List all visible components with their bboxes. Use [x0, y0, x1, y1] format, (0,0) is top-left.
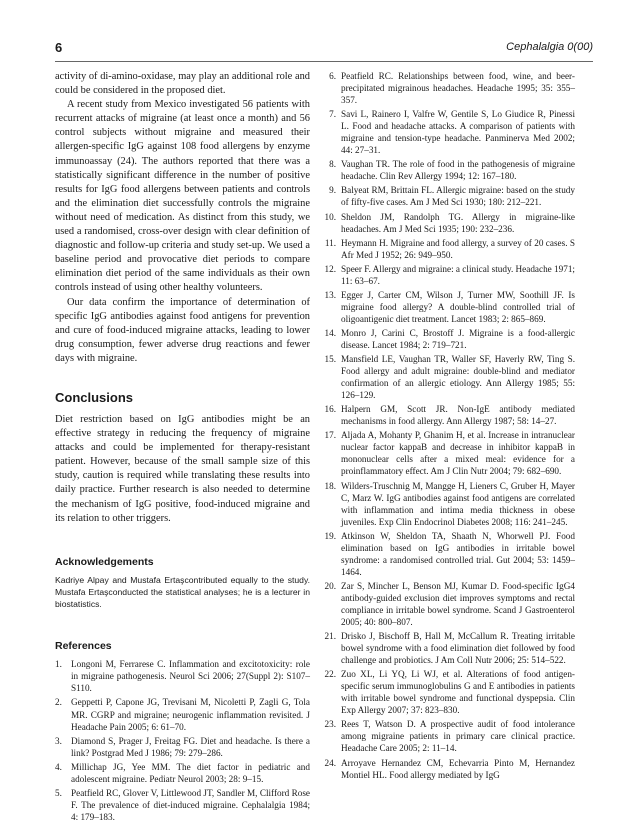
reference-item: [322, 237, 575, 261]
conclusions-paragraph: Diet restriction based on IgG antibodies might be an effective strategy in reducing the frequency of migraine attacks and could be implemented for therapy-resistant patient. However, because of the small sample size of this study, caution is required while translating these results into daily practice. Further research is also needed to determine the mechanism of IgG positive, food-induced migraine and its relation to other triggers.: [55, 413, 310, 524]
reference-item: [322, 668, 575, 716]
journal-issue: Cephalalgia 0(00): [506, 41, 593, 53]
reference-item: [55, 761, 310, 785]
reference-item: [322, 630, 575, 666]
reference-text: Drisko J, Bischoff B, Hall M, McCallum R. Treating irritable bowel syndrome with a food elimination diet followed by food challenge and probiotics. J Am Coll Nutr 2006; 25: 514–522.: [341, 631, 575, 666]
reference-text: Zuo XL, Li YQ, Li WJ, et al. Alterations of food antigen-specific serum immunoglobulins G and E antibodies in patients with irritable bowel syndrome and functional dyspepsia. Clin Exp Allergy 2007; 37: 823–830.: [341, 669, 575, 716]
reference-item: [322, 757, 575, 781]
reference-text: Rees T, Watson D. A prospective audit of food intolerance among migraine patients in primary care clinical practice. Headache Care 2005; 2: 11–14.: [341, 719, 575, 754]
reference-item: [322, 108, 575, 156]
reference-text: Balyeat RM, Brittain FL. Allergic migraine: based on the study of fifty-five cases. Am J Med Sci 1930; 180: 212–221.: [341, 185, 575, 208]
reference-number: 1.: [55, 659, 62, 670]
reference-text: Aljada A, Mohanty P, Ghanim H, et al. Increase in intranuclear nuclear factor kappaB and decrease in inhibitor kappaB in mononuclear cells after a mixed meal: evidence for a proinflammatory effect. Am J Clin Nutr 2004; 79: 682–690.: [341, 430, 575, 477]
reference-text: Halpern GM, Scott JR. Non-IgE antibody mediated mechanisms in food allergy. Ann Allergy 1987; 58: 14–27.: [341, 404, 575, 427]
reference-text: Millichap JG, Yee MM. The diet factor in pediatric and adolescent migraine. Pediatr Neurol 2003; 28: 9–15.: [71, 761, 310, 784]
page-number: 6: [55, 40, 63, 55]
running-header: [55, 40, 593, 58]
reference-item: [322, 70, 575, 106]
reference-text: Vaughan TR. The role of food in the pathogenesis of migraine headache. Clin Rev Allergy 1994; 12: 167–180.: [341, 159, 575, 182]
reference-number: 20.: [324, 580, 336, 591]
reference-item: [322, 184, 575, 208]
section-title-references: References: [55, 640, 112, 653]
reference-item: [55, 787, 310, 823]
reference-number: 6.: [329, 71, 336, 81]
reference-item: [55, 658, 310, 694]
reference-number: 11.: [324, 237, 336, 248]
reference-item: [322, 327, 575, 351]
acknowledgements-text: Kadriye Alpay and Mustafa Ertaşcontributed equally to the study. Mustafa Ertaşconducted the statistical analyses; he is a lecturer in biostatistics.: [55, 574, 310, 610]
reference-item: [322, 211, 575, 235]
reference-item: [322, 403, 575, 427]
reference-number: 19.: [324, 530, 336, 541]
reference-item: [322, 480, 575, 528]
body-paragraph: Our data confirm the importance of determination of specific IgG antibodies against food antigens for prevention and cure of food-induced migraine attacks, leading to lower drug consumption, fewer adverse drug reactions and fewer days with migraine.: [55, 296, 310, 364]
body-paragraph: activity of di-amino-oxidase, may play an additional role and could be considered in the proposed diet.: [55, 71, 310, 97]
reference-text: Mansfield LE, Vaughan TR, Waller SF, Haverly RW, Ting S. Food allergy and adult migraine: double-blind and mediator confirmation of an allergic etiology. Ann Allergy 1985; 55: 126–129.: [341, 354, 575, 401]
reference-number: 13.: [324, 289, 336, 300]
reference-item: [322, 530, 575, 578]
reference-number: 21.: [324, 631, 336, 642]
reference-number: 16.: [324, 404, 336, 415]
reference-number: 18.: [324, 480, 336, 491]
reference-text: Arroyave Hernandez CM, Echevarria Pinto M, Hernandez Montiel HL. Food allergy mediated by IgG: [341, 757, 575, 780]
reference-text: Diamond S, Prager J, Freitag FG. Diet and headache. Is there a link? Postgrad Med J 1986; 79: 279–286.: [71, 735, 310, 758]
reference-text: Savi L, Rainero I, Valfre W, Gentile S, Lo Giudice R, Pinessi L. Food and headache attacks. A comparison of patients with migraine and tension-type headache. Panminerva Med 2002; 44: 27–31.: [341, 109, 575, 156]
reference-item: [322, 353, 575, 401]
reference-item: [322, 580, 575, 628]
reference-number: 5.: [55, 787, 62, 798]
reference-text: Wilders-Truschnig M, Mangge H, Lieners C, Gruber H, Mayer C, Marz W. IgG antibodies against food antigens are correlated with inflammation and intima media thickness in obese juveniles. Exp Clin Endocrinol Diabetes 2008; 116: 241–245.: [341, 480, 575, 527]
reference-number: 17.: [324, 430, 336, 441]
reference-number: 15.: [324, 354, 336, 365]
reference-item: [322, 718, 575, 754]
section-title-conclusions: Conclusions: [55, 389, 134, 405]
reference-text: Monro J, Carini C, Brostoff J. Migraine is a food-allergic disease. Lancet 1984; 2: 719–721.: [341, 327, 575, 350]
reference-number: 22.: [324, 669, 336, 680]
reference-item: [322, 429, 575, 477]
reference-text: Sheldon JM, Randolph TG. Allergy in migraine-like headaches. Am J Med Sci 1935; 190: 232–236.: [341, 211, 575, 234]
header-rule: [55, 61, 593, 62]
reference-number: 3.: [55, 735, 62, 746]
body-paragraph: A recent study from Mexico investigated 56 patients with recurrent attacks of migraine (at least once a month) and 56 control subjects without migraine and measured their allergen-specific IgG against 108 food allergens by enzyme immunoassay (24). The authors reported that there was a statistically significant difference in the number of positive results for IgG food allergens between patients and controls and the elimination diet successfully controls the migraine without need of medication. As distinct from this study, we used a randomised, cross-over design with clear definition of diagnostic and follow-up criteria and study set-up. We used a baseline period and provocative diet periods to compare elimination diet period of the same individuals as their own controls instead of using other healthy volunteers.: [55, 99, 310, 294]
reference-number: 2.: [55, 697, 62, 708]
reference-text: Peatfield RC, Glover V, Littlewood JT, Sandler M, Clifford Rose F. The prevalence of diet-induced migraine. Cephalalgia 1984; 4: 179–183.: [71, 787, 310, 822]
reference-text: Geppetti P, Capone JG, Trevisani M, Nicoletti P, Zagli G, Tola MR. CGRP and migraine; neurogenic inflammation revisited. J Headache Pain 2005; 6: 61–70.: [71, 697, 310, 732]
left-column: [55, 70, 310, 825]
reference-number: 7.: [329, 109, 336, 120]
reference-list: [322, 70, 575, 781]
reference-item: [322, 158, 575, 182]
reference-number: 23.: [324, 719, 336, 730]
reference-text: Longoni M, Ferrarese C. Inflammation and excitotoxicity: role in migraine pathogenesis. Neurol Sci 2006; 27(Suppl 2): S107–S110.: [71, 659, 310, 694]
reference-text: Speer F. Allergy and migraine: a clinical study. Headache 1971; 11: 63–67.: [341, 263, 575, 286]
reference-text: Heymann H. Migraine and food allergy, a survey of 20 cases. S Afr Med J 1952; 26: 949–950.: [341, 237, 575, 260]
reference-number: 8.: [329, 159, 336, 170]
reference-number: 24.: [324, 757, 336, 768]
reference-text: Atkinson W, Sheldon TA, Shaath N, Whorwell PJ. Food elimination based on IgG antibodies in irritable bowel syndrome: a randomised controlled trial. Gut 2004; 53: 1459–1464.: [341, 530, 575, 577]
right-column: [322, 70, 575, 783]
reference-item: [322, 289, 575, 325]
reference-item: [55, 696, 310, 732]
reference-number: 4.: [55, 761, 62, 772]
reference-list: [55, 658, 310, 823]
reference-text: Egger J, Carter CM, Wilson J, Turner MW, Soothill JF. Is migraine food allergy? A double-blind controlled trial of oligoantigenic diet treatment. Lancet 1983; 2: 865–869.: [341, 289, 575, 324]
reference-text: Zar S, Mincher L, Benson MJ, Kumar D. Food-specific IgG4 antibody-guided exclusion diet improves symptoms and rectal compliance in irritable bowel syndrome. Scand J Gastroenterol 2005; 40: 800–807.: [341, 580, 575, 628]
reference-item: [322, 263, 575, 287]
reference-number: 14.: [324, 327, 336, 338]
reference-number: 10.: [324, 211, 336, 222]
reference-number: 12.: [324, 263, 336, 274]
reference-text: Peatfield RC. Relationships between food, wine, and beer-precipitated migrainous headaches. Headache 1995; 35: 355–357.: [341, 71, 575, 106]
reference-item: [55, 735, 310, 759]
reference-number: 9.: [329, 185, 336, 196]
section-title-acknowledgements: Acknowledgements: [55, 555, 154, 568]
